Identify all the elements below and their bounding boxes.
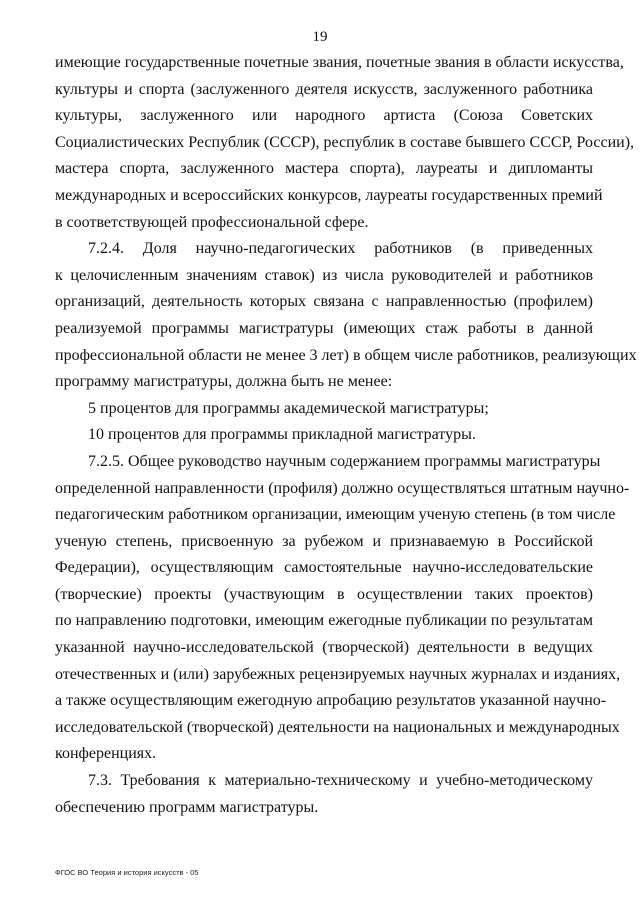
text-line: педагогическим работником организации, имеющим ученую степень (в том числе [55, 506, 616, 524]
text-line: культуры, заслуженного или народного артиста (Союза Советских [55, 107, 593, 125]
paragraph [55, 768, 593, 821]
paragraph [55, 50, 635, 236]
document-body [55, 50, 637, 821]
text-line: 7.2.5. Общее руководство научным содержанием программы магистратуры [88, 452, 601, 470]
text-line: 10 процентов для программы прикладной магистратуры. [88, 426, 476, 444]
text-line: ученую степень, присвоенную за рубежом и признаваемую в Российской [55, 532, 593, 550]
page-number: 19 [312, 29, 328, 45]
document-footer: ФГОС ВО Теория и история искусств - 05 [55, 868, 199, 877]
paragraph [55, 449, 630, 768]
text-line: определенной направленности (профиля) должно осуществляться штатным научно- [55, 479, 630, 497]
text-line: отечественных и (или) зарубежных рецензируемых научных журналах и изданиях, [55, 665, 621, 683]
text-line: а также осуществляющим ежегодную апробацию результатов указанной научно- [55, 692, 607, 710]
text-line: 5 процентов для программы академической магистратуры; [88, 399, 489, 417]
text-line: организаций, деятельность которых связана с направленностью (профилем) [55, 293, 593, 311]
text-line: обеспечению программ магистратуры. [55, 798, 319, 816]
text-line: указанной научно-исследовательской (творческой) деятельности в ведущих [55, 639, 593, 657]
text-line: (творческие) проекты (участвующим в осуществлении таких проектов) [55, 585, 593, 603]
paragraph [55, 422, 593, 449]
paragraph [55, 236, 637, 396]
text-line: Федерации), осуществляющим самостоятельные научно-исследовательские [55, 559, 593, 577]
text-line: Социалистических Республик (СССР), республик в составе бывшего СССР, России), [55, 133, 635, 151]
text-line: к целочисленным значениям ставок) из числа руководителей и работников [55, 266, 593, 284]
text-line: по направлению подготовки, имеющим ежегодные публикации по результатам [55, 612, 593, 630]
paragraph [55, 396, 593, 423]
text-line: имеющие государственные почетные звания, почетные звания в области искусства, [55, 54, 624, 71]
text-line: реализуемой программы магистратуры (имеющих стаж работы в данной [55, 319, 593, 337]
text-line: 7.2.4. Доля научно-педагогических работников (в приведенных [88, 240, 593, 258]
text-line: программу магистратуры, должна быть не менее: [55, 373, 393, 391]
text-line: конференциях. [55, 745, 157, 763]
text-line: культуры и спорта (заслуженного деятеля искусств, заслуженного работника [55, 80, 593, 98]
text-line: международных и всероссийских конкурсов, лауреаты государственных премий [55, 186, 603, 204]
text-line: профессиональной области не менее 3 лет) в общем числе работников, реализующих [55, 346, 637, 364]
text-line: мастера спорта, заслуженного мастера спорта), лауреаты и дипломанты [55, 160, 593, 178]
text-line: в соответствующей профессиональной сфере. [55, 213, 369, 231]
text-line: исследовательской (творческой) деятельности на национальных и международных [55, 718, 620, 736]
text-line: 7.3. Требования к материально-техническому и учебно-методическому [88, 772, 593, 790]
